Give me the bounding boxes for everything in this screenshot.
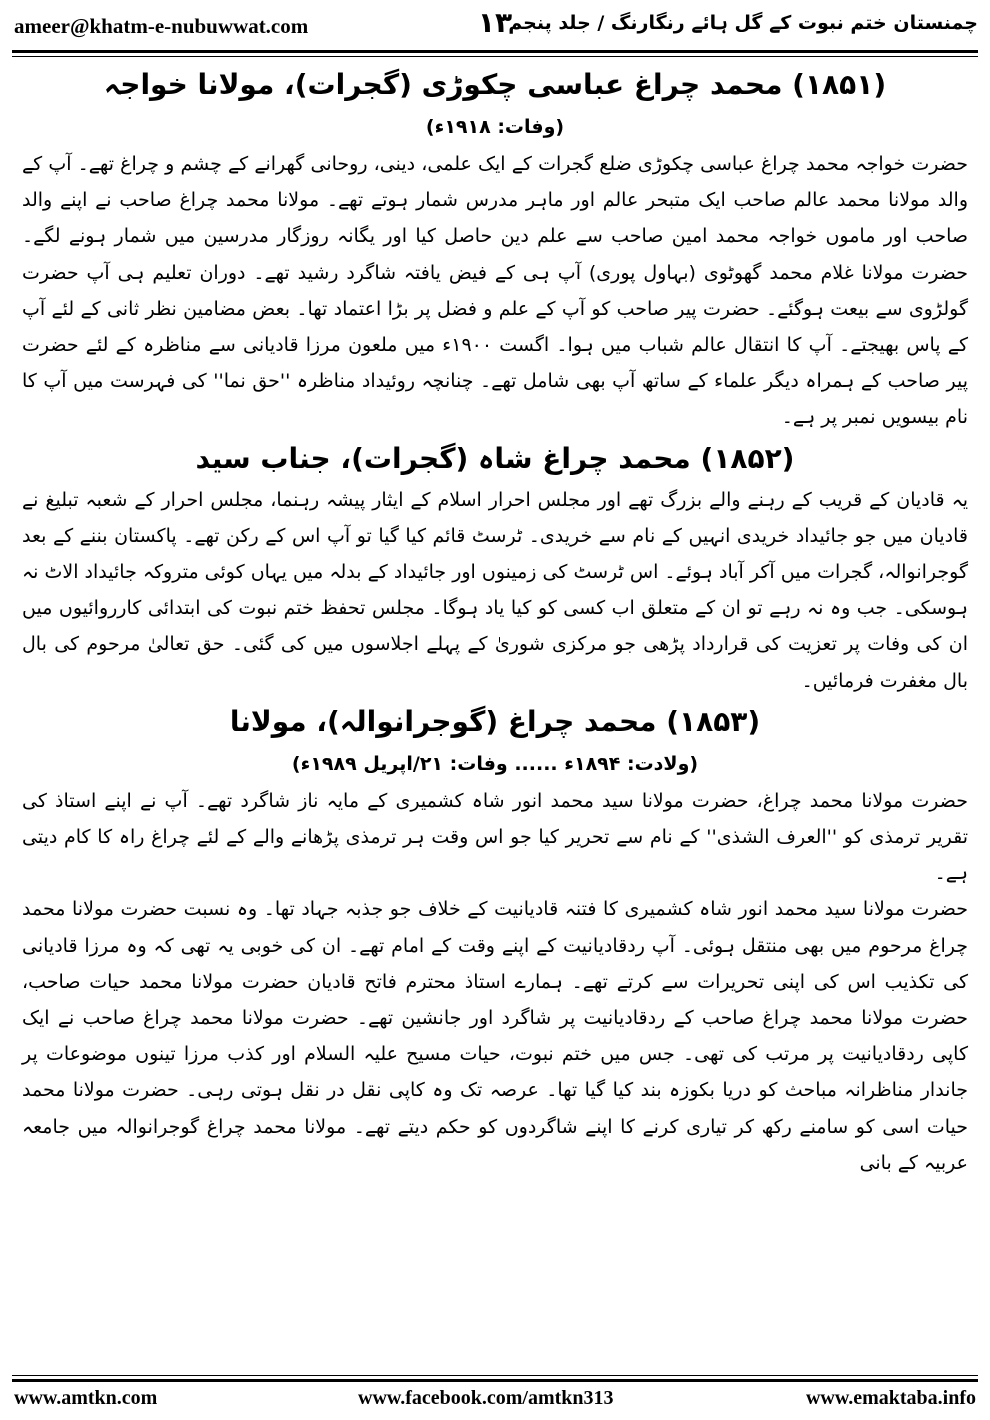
entry-dates: (ولادت: ۱۸۹۴ء ...... وفات: ۲۱/اپریل ۱۹۸۹ء)	[291, 752, 699, 775]
entry-paragraph: حضرت مولانا محمد چراغ، حضرت مولانا سید محمد انور شاہ کشمیری کے مایہ ناز شاگرد تھے۔ آپ نے اپنے استاذ کی تقریر ترمذی کو ''العرف الشذی'' کے نام سے تحریر کیا جو اس وقت ہر ترمذی پڑھانے والے کے لئے چراغ راہ کا کام دیتی ہے۔	[22, 789, 968, 885]
footer-link-left[interactable]: www.amtkn.com	[14, 1387, 158, 1409]
page-footer	[0, 1384, 990, 1420]
footer-link-right[interactable]: www.emaktaba.info	[805, 1387, 976, 1409]
entry-paragraph: حضرت مولانا سید محمد انور شاہ کشمیری کا فتنہ قادیانیت کے خلاف جو جذبہ جہاد تھا۔ وہ نسبت حضرت مولانا محمد چراغ مرحوم میں بھی منتقل ہوئی۔ آپ ردقادیانیت کے اپنے وقت کے امام تھے۔ ان کی خوبی یہ تھی کہ وہ مرزا قادیانی کی تکذیب اس کی اپنی تحریرات سے کرتے تھے۔ ہمارے استاذ محترم فاتح قادیان حضرت مولانا محمد حیات صاحب، حضرت مولانا محمد چراغ صاحب کے ردقادیانیت پر شاگرد اور جانشین تھے۔ حضرت مولانا محمد چراغ صاحب نے ایک کاپی ردقادیانیت پر مرتب کی تھی۔ جس میں ختم نبوت، حیات مسیح علیہ السلام اور کذب مرزا تینوں موضوعات پر جاندار مناظرانہ مباحث کو دریا بکوزہ بند کیا گیا تھا۔ عرصہ تک وہ کاپی نقل در نقل ہوتی رہی۔ حضرت مولانا محمد حیات اسی کو سامنے رکھ کر تیاری کرنے کا اپنے شاگردوں کو حکم دیتے تھے۔ مولانا محمد چراغ گوجرانوالہ میں جامعہ عربیہ کے بانی	[22, 898, 968, 1174]
entry-1852	[22, 436, 968, 699]
entry-1853	[22, 699, 968, 1181]
footer-link-center[interactable]: www.facebook.com/amtkn313	[358, 1387, 614, 1409]
book-title: چمنستان ختم نبوت کے گل ہائے رنگارنگ / جلد پنجم	[508, 12, 978, 34]
entry-dates: (وفات: ۱۹۱۸ء)	[425, 116, 565, 138]
entry-heading: (۱۸۵۱) محمد چراغ عباسی چکوڑی (گجرات)، مولانا خواجہ	[103, 68, 887, 101]
page-body	[22, 62, 968, 1181]
header-rule-thin	[12, 56, 978, 57]
entry-paragraph: حضرت خواجہ محمد چراغ عباسی چکوڑی ضلع گجرات کے ایک علمی، دینی، روحانی گھرانے کے چشم و چراغ تھے۔ آپ کے والد مولانا محمد عالم صاحب ایک متبحر عالم اور ماہر مدرس شمار ہوتے تھے۔ مولانا محمد چراغ صاحب نے اپنے والد صاحب اور ماموں خواجہ محمد امین صاحب سے علم دین حاصل کیا اور یگانہ روزگار مدرسین میں شمار ہونے لگے۔ حضرت مولانا غلام محمد گھوٹوی (بہاول پوری) آپ ہی کے فیض یافتہ شاگرد رشید تھے۔ دوران تعلیم ہی آپ حضرت گولڑوی سے بیعت ہوگئے۔ حضرت پیر صاحب کو آپ کے علم و فضل پر بڑا اعتماد تھا۔ بعض مضامین نظر ثانی کے لئے آپ کے پاس بھیجتے۔ آپ کا انتقال عالم شباب میں ہوا۔ اگست ۱۹۰۰ء میں ملعون مرزا قادیانی سے مناظرہ کے لئے حضرت پیر صاحب کے ہمراہ دیگر علماء کے ساتھ آپ بھی شامل تھے۔ چنانچہ روئیداد مناظرہ ''حق نما'' کی فہرست میں آپ کا نام بیسویں نمبر پر ہے۔	[22, 153, 968, 429]
footer-rule-thick	[12, 1379, 978, 1382]
header-rule-thick	[12, 50, 978, 53]
page-number: ۱۳	[477, 6, 513, 39]
entry-heading: (۱۸۵۲) محمد چراغ شاہ (گجرات)، جناب سید	[195, 441, 795, 475]
footer-rule-thin	[12, 1375, 978, 1376]
header-email[interactable]: ameer@khatm-e-nubuwwat.com	[14, 14, 309, 38]
entry-1851	[22, 62, 968, 436]
entry-paragraph: یہ قادیان کے قریب کے رہنے والے بزرگ تھے اور مجلس احرار اسلام کے ایثار پیشہ رہنما، مجلس احرار کے شعبہ تبلیغ نے قادیان میں جو جائیداد خریدی انہیں کے نام سے خریدی۔ ٹرسٹ قائم کیا گیا تو آپ اس کے رکن تھے۔ پاکستان بننے کے بعد گوجرانوالہ، گجرات میں آکر آباد ہوئے۔ اس ٹرسٹ کی زمینوں اور جائیداد کے بدلہ میں یہاں کوئی متروکہ جائیداد الاٹ نہ ہوسکی۔ جب وہ نہ رہے تو ان کے متعلق اب کسی کو کیا یاد ہوگا۔ مجلس تحفظ ختم نبوت کی ابتدائی کارروائیوں میں ان کی وفات پر تعزیت کی قرارداد پڑھی جو مرکزی شوریٰ کے پہلے اجلاسوں میں کی گئی۔ حق تعالیٰ مرحوم کی بال بال مغفرت فرمائیں۔	[22, 488, 968, 692]
entry-heading: (۱۸۵۳) محمد چراغ (گوجرانوالہ)، مولانا	[229, 704, 761, 738]
